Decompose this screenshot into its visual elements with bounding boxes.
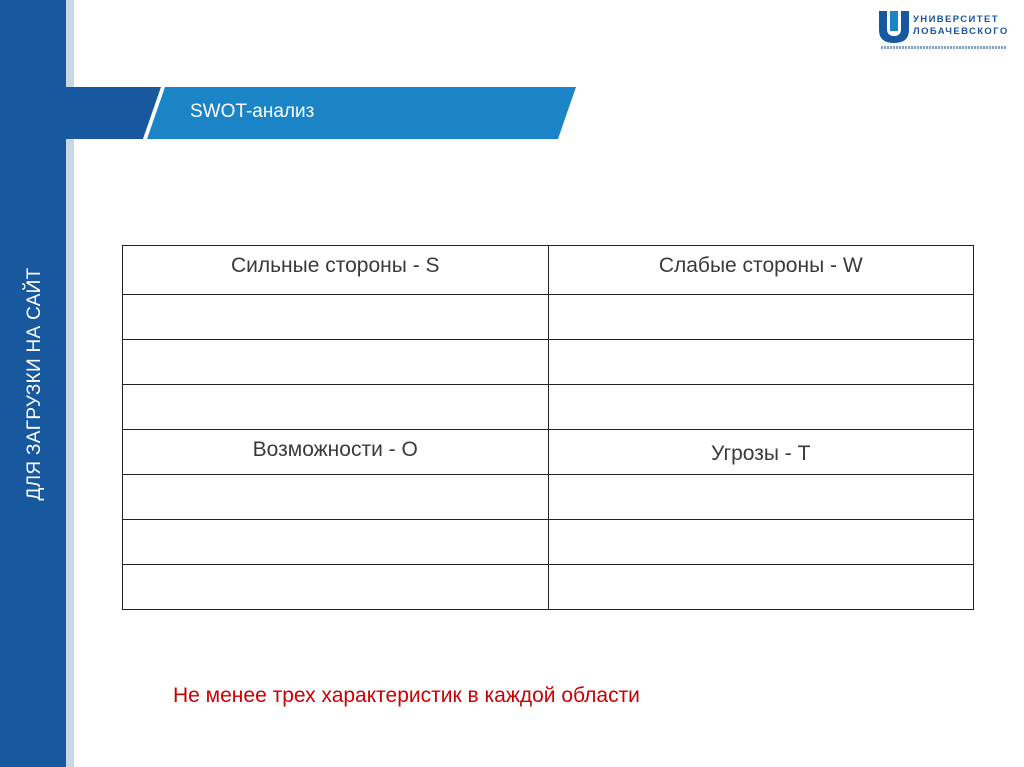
banner-dark-segment — [66, 87, 161, 139]
table-cell — [548, 475, 974, 520]
sidebar-vertical-text: ДЛЯ ЗАГРУЗКИ НА САЙТ — [24, 267, 45, 501]
table-row — [123, 430, 974, 475]
logo-line-2: ЛОБАЧЕВСКОГО — [913, 26, 1009, 37]
table-row — [123, 475, 974, 520]
requirement-note: Не менее трех характеристик в каждой области — [173, 684, 640, 707]
university-logo — [877, 8, 1011, 68]
table-cell — [123, 340, 549, 385]
table-row — [123, 565, 974, 610]
table-cell — [548, 520, 974, 565]
opportunities-label: Возможности - O — [252, 438, 418, 461]
table-row — [123, 340, 974, 385]
swot-table — [122, 245, 974, 610]
table-cell — [123, 565, 549, 610]
strengths-label: Сильные стороны - S — [230, 254, 440, 277]
strengths-cell — [123, 246, 549, 295]
table-cell — [548, 340, 974, 385]
opportunities-cell — [123, 430, 549, 475]
slide-title: SWOT-анализ — [190, 101, 315, 122]
threats-label: Угрозы - T — [711, 442, 811, 465]
table-cell — [123, 475, 549, 520]
table-row — [123, 246, 974, 295]
logo-subtitle-rule — [881, 46, 1007, 49]
threats-cell — [548, 430, 974, 475]
table-row — [123, 295, 974, 340]
table-cell — [548, 295, 974, 340]
table-row — [123, 385, 974, 430]
table-cell — [123, 520, 549, 565]
table-cell — [123, 385, 549, 430]
table-cell — [123, 295, 549, 340]
weaknesses-label: Слабые стороны - W — [658, 254, 863, 277]
logo-emblem-icon — [877, 8, 911, 44]
weaknesses-cell — [548, 246, 974, 295]
table-cell — [548, 565, 974, 610]
table-cell — [548, 385, 974, 430]
logo-line-1: УНИВЕРСИТЕТ — [913, 14, 999, 25]
table-row — [123, 520, 974, 565]
